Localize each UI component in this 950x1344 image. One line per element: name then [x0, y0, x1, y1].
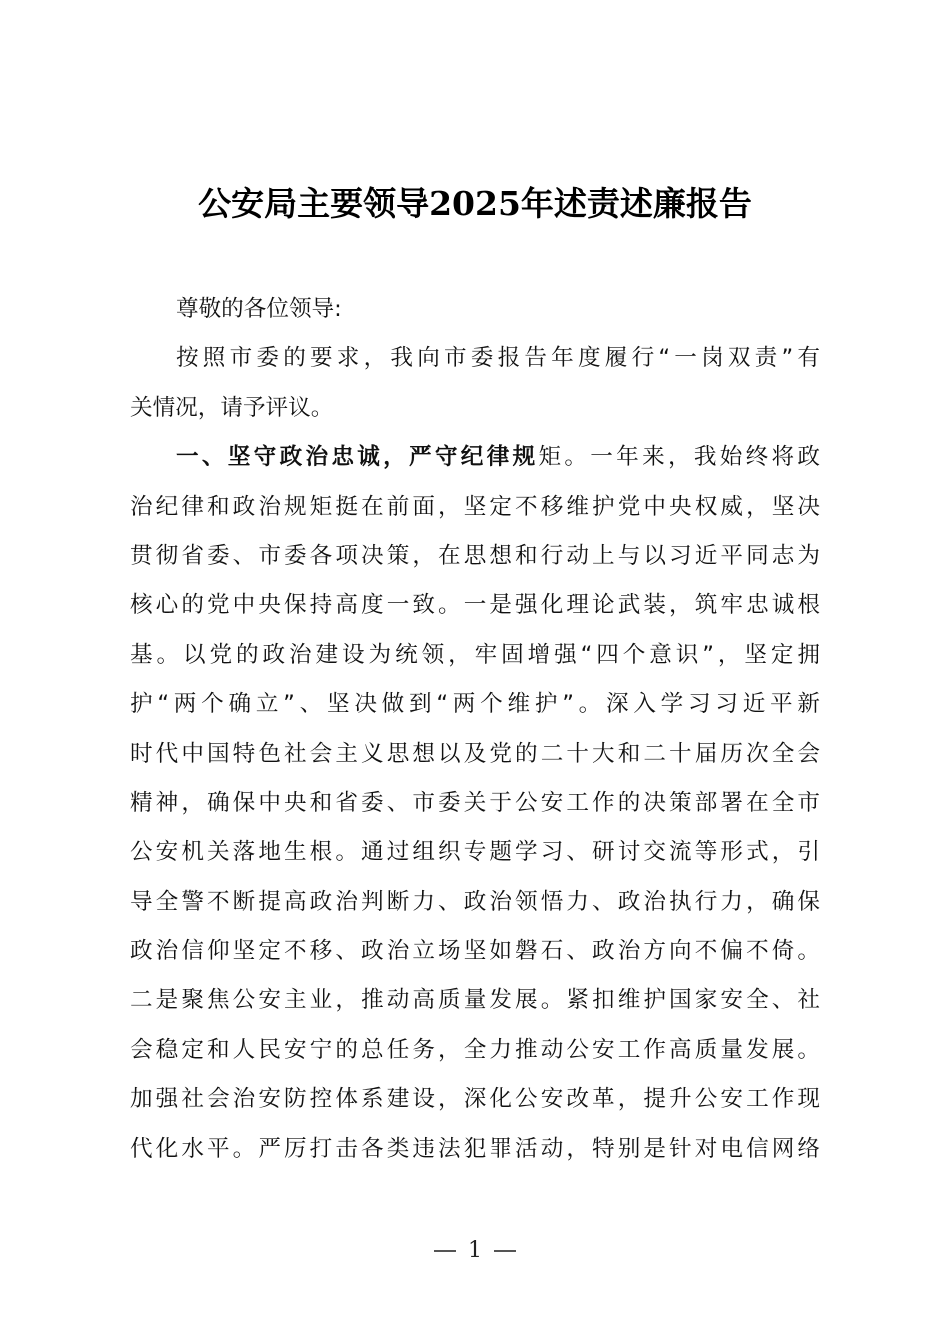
- line-text: 公安机关落地生根。通过组织专题学习、研讨交流等形式，引: [130, 839, 820, 866]
- line-text: 关情况，请予评议。: [130, 394, 334, 421]
- text-line: [130, 581, 820, 630]
- dash-right: [494, 1250, 516, 1252]
- section-heading: 一、坚守政治忠诚，严守纪律规: [176, 444, 539, 471]
- line-text: 精神，确保中央和省委、市委关于公安工作的决策部署在全市: [130, 789, 820, 816]
- line-text: 按照市委的要求，我向市委报告年度履行“一岗双责”有: [176, 345, 820, 372]
- text-line: [130, 1125, 820, 1174]
- text-line: [130, 433, 820, 482]
- text-line: [130, 976, 820, 1025]
- line-text: 治纪律和政治规矩挺在前面，坚定不移维护党中央权威，坚决: [130, 493, 820, 520]
- text-line: [130, 878, 820, 927]
- page-number-footer: [0, 1238, 950, 1263]
- line-text: 矩。一年来，我始终将政: [538, 444, 821, 471]
- text-line: [130, 828, 820, 877]
- line-text: 导全警不断提高政治判断力、政治领悟力、政治执行力，确保: [130, 888, 820, 915]
- line-text: 核心的党中央保持高度一致。一是强化理论武装，筑牢忠诚根: [130, 592, 820, 619]
- line-text: 代化水平。严厉打击各类违法犯罪活动，特别是针对电信网络: [130, 1135, 820, 1162]
- text-line: [130, 1026, 820, 1075]
- dash-left: [434, 1250, 456, 1252]
- text-line: [130, 334, 820, 383]
- text-line: [130, 779, 820, 828]
- text-line: [130, 483, 820, 532]
- text-line: [130, 680, 820, 729]
- line-text: 二是聚焦公安主业，推动高质量发展。紧扣维护国家安全、社: [130, 987, 820, 1014]
- line-text: 时代中国特色社会主义思想以及党的二十大和二十届历次全会: [130, 740, 820, 767]
- line-text: 贯彻省委、市委各项决策，在思想和行动上与以习近平同志为: [130, 542, 820, 569]
- text-line: [130, 384, 820, 433]
- line-text: 护“两个确立”、坚决做到“两个维护”。深入学习习近平新: [130, 691, 820, 718]
- text-line: [130, 532, 820, 581]
- document-body: [130, 285, 820, 1174]
- text-line: [130, 631, 820, 680]
- text-line: [130, 927, 820, 976]
- line-text: 加强社会治安防控体系建设，深化公安改革，提升公安工作现: [130, 1086, 820, 1113]
- text-line: [130, 730, 820, 779]
- line-text: 基。以党的政治建设为统领，牢固增强“四个意识”，坚定拥: [130, 641, 820, 668]
- paragraph-lines: [130, 334, 820, 1174]
- document-title: 公安局主要领导2025年述责述廉报告: [198, 184, 752, 223]
- line-text: 会稳定和人民安宁的总任务，全力推动公安工作高质量发展。: [130, 1036, 820, 1063]
- text-line: [130, 1075, 820, 1124]
- line-text: 政治信仰坚定不移、政治立场坚如磐石、政治方向不偏不倚。: [130, 938, 820, 965]
- page-number: 1: [468, 1238, 482, 1263]
- salutation: 尊敬的各位领导:: [176, 296, 342, 322]
